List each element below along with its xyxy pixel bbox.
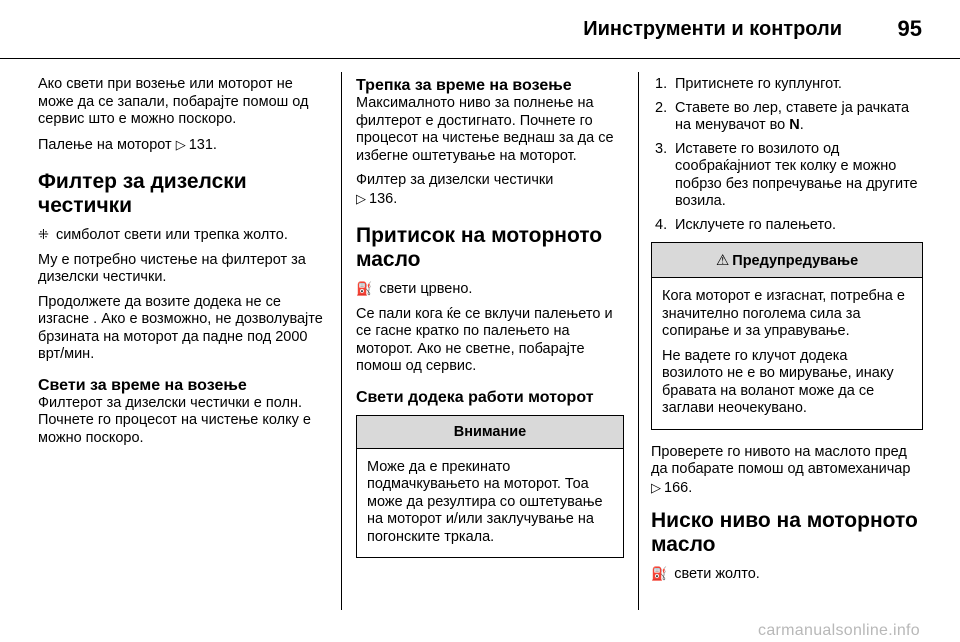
filter-symbol-text: симболот свети или трепка жолто. — [55, 227, 288, 243]
caution-box — [356, 415, 624, 559]
low-oil-text: свети жолто. — [674, 566, 760, 582]
steps-list — [651, 76, 923, 234]
watermark: carmanualsonline.info — [758, 622, 920, 639]
check-oil-paragraph — [651, 444, 923, 498]
filter-continue-paragraph: Продолжете да возите додека не се изгасне . Ако е возможно, не дозволувајте брзината на моторот да падне под 2000 врт/мин. — [38, 293, 323, 362]
list-item: 4. Исклучете го палењето. — [655, 216, 837, 233]
column-1 — [38, 76, 328, 454]
diesel-filter-icon: ⁜ — [38, 227, 49, 242]
oil-pressure-heading: Притисок на моторното масло — [356, 224, 603, 271]
low-oil-heading: Ниско ниво на моторното масло — [651, 509, 918, 556]
column-divider-1 — [341, 72, 342, 610]
filter-ref-page[interactable]: 136. — [369, 190, 398, 207]
warning-header — [652, 243, 922, 278]
list-item: 2. Ставете во лер, ставете ја рачката на менувачот во N. — [655, 99, 910, 133]
caution-body — [357, 449, 623, 558]
filter-ref-text: Филтер за дизелски честички — [356, 172, 554, 188]
oil-level-icon: ⛽ — [651, 566, 668, 581]
warning-paragraph-2: Не вадете го клучот додека возилото не е во мирување, инаку бравата на воланот може да се заглави неочекувано. — [662, 347, 894, 416]
warning-body — [652, 278, 922, 429]
page-title: Иинструменти и контроли — [583, 18, 842, 40]
ignition-ref-page[interactable]: 131. — [188, 136, 217, 153]
page-ref-arrow-icon: ▷ — [175, 136, 186, 152]
header-divider — [0, 58, 960, 59]
filter-need-paragraph: Му е потребно чистење на филтерот за дизелски честички. — [38, 251, 306, 285]
page-header — [0, 0, 960, 62]
warning-title: Предупредување — [732, 253, 859, 269]
oil-can-icon: ⛽ — [356, 281, 373, 296]
ignition-ref-paragraph — [38, 136, 328, 155]
gear-n-label: N — [789, 117, 800, 133]
blink-paragraph: Максималното ниво за полнење на филтерот е достигнато. Почнете го процесот на чистење веднаш за да се избегне оштетување на моторот. — [356, 95, 614, 164]
page-ref-arrow-icon: ▷ — [356, 190, 366, 206]
column-divider-2 — [638, 72, 639, 610]
ignition-ref-text: Палење на моторот — [38, 136, 172, 153]
caution-title: Внимание — [357, 416, 623, 449]
page-ref-arrow-icon: ▷ — [651, 479, 661, 495]
warning-triangle-icon: ⚠ — [715, 252, 730, 269]
oil-red-paragraph — [356, 280, 624, 299]
check-oil-page[interactable]: 166. — [664, 479, 693, 496]
blink-heading: Трепка за време на возење — [356, 77, 572, 94]
caution-paragraph: Може да е прекинато подмачкувањето на моторот. Тоа може да резултира со оштетување на моторот и/или заклучување на погонските тркала. — [367, 458, 603, 545]
list-item: 1. Притиснете го куплунгот. — [655, 76, 842, 92]
list-item: 3. Иставете го возилото од сообраќајниот тек колку е можно побрзо без попречување на другите возила. — [655, 140, 918, 209]
filter-symbol-paragraph — [38, 226, 328, 245]
check-oil-text: Проверете го нивото на маслото пред да побарате помош од автомеханичар — [651, 443, 911, 477]
lit-heading: Свети за време на возење — [38, 376, 247, 394]
lit-paragraph: Филтерот за дизелски честички е полн. Почнете го процесот на чистење колку е можно поскоро. — [38, 394, 311, 446]
warning-paragraph-1: Кога моторот е изгаснат, потребна е значително поголема сила за сопирање и за управување. — [662, 288, 905, 339]
column-2 — [356, 76, 624, 564]
intro-paragraph: Ако свети при возење или моторот не може да се запали, побарајте помош од сервис што е можно поскоро. — [38, 76, 309, 127]
oil-paragraph: Се пали кога ќе се вклучи палењето и се гасне кратко по палењето на моторот. Ако не светне, побарајте помош од сервис. — [356, 305, 613, 374]
oil-red-text: свети црвено. — [379, 281, 473, 297]
filter-heading: Филтер за дизелски честички — [38, 170, 247, 217]
running-heading: Свети додека работи моторот — [356, 388, 594, 406]
column-3 — [651, 76, 923, 591]
warning-box — [651, 242, 923, 430]
filter-ref-paragraph — [356, 172, 624, 208]
page-number: 95 — [897, 16, 922, 41]
low-oil-paragraph — [651, 565, 923, 584]
